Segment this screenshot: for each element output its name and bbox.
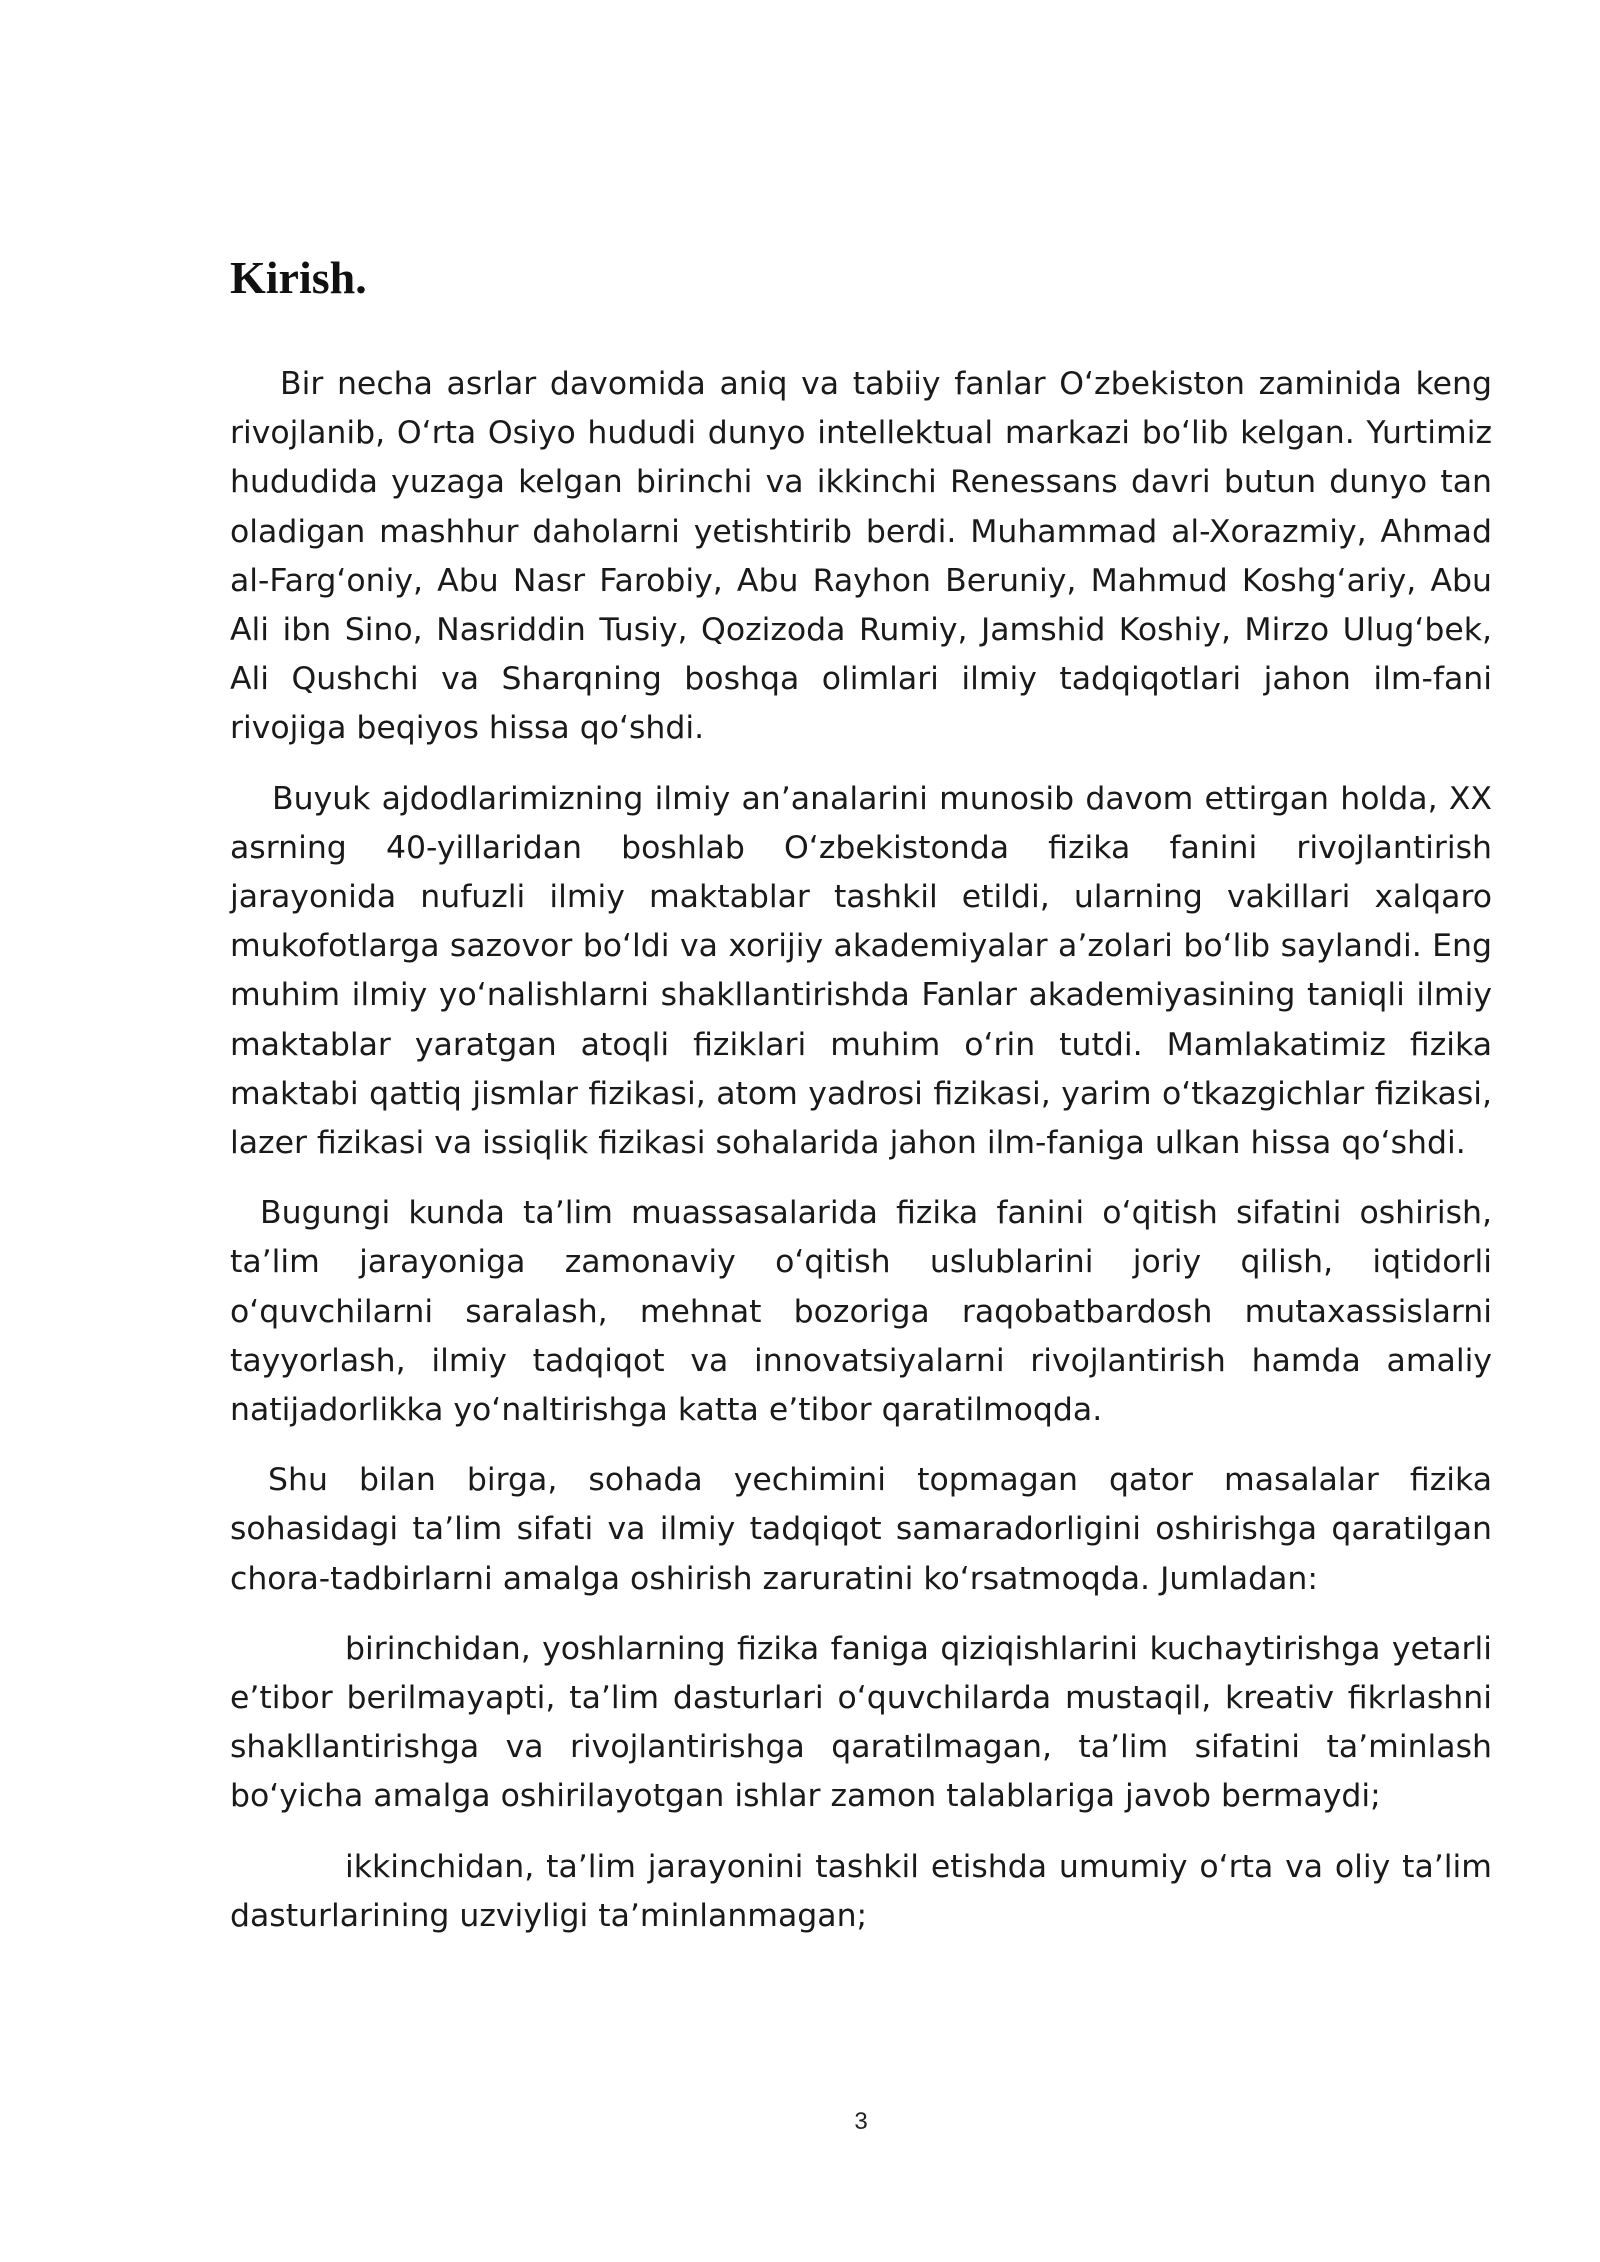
document-body bbox=[230, 360, 1492, 1962]
paragraph-today: Bugungi kunda ta’lim muassasalarida fizika fanini o‘qitish sifatini oshirish, ta’lim jarayoniga zamonaviy o‘qitish uslublarini joriy qilish, iqtidorli o‘quvchilarni saralash, mehnat bozoriga raqobatbardosh mutaxassislarni tayyorlash, ilmiy tadqiqot va innovatsiyalarni rivojlantirish hamda amaliy natijadorlikka yo‘naltirishga katta e’tibor qaratilmoqda. bbox=[230, 1195, 1492, 1429]
section-heading: Kirish. bbox=[230, 252, 367, 303]
list-item-second: ikkinchidan, ta’lim jarayonini tashkil etishda umumiy o‘rta va oliy ta’lim dasturlarining uzviyligi ta’minlanmagan; bbox=[230, 1848, 1492, 1934]
list-item-first: birinchidan, yoshlarning fizika faniga qiziqishlarini kuchaytirishga yetarli e’tibor berilmayapti, ta’lim dasturlari o‘quvchilarda mustaqil, kreativ fikrlashni shakllantirishga va rivojlantirishga qaratilmagan, ta’lim sifatini ta’minlash bo‘yicha amalga oshirilayotgan ishlar zamon talablariga javob bermaydi; bbox=[230, 1630, 1492, 1815]
paragraph-ancestors: Buyuk ajdodlarimizning ilmiy an’analarini munosib davom ettirgan holda, XX asrning 40-yillaridan boshlab O‘zbekistonda fizika fanini rivojlantirish jarayonida nufuzli ilmiy maktablar tashkil etildi, ularning vakillari xalqaro mukofotlarga sazovor bo‘ldi va xorijiy akademiyalar a’zolari bo‘lib saylandi. Eng muhim ilmiy yo‘nalishlarni shakllantirishda Fanlar akademiyasining taniqli ilmiy maktablar yaratgan atoqli fiziklari muhim o‘rin tutdi. Mamlakatimiz fizika maktabi qattiq jismlar fizikasi, atom yadrosi fizikasi, yarim o‘tkazgichlar fizikasi, lazer fizikasi va issiqlik fizikasi sohalarida jahon ilm-faniga ulkan hissa qo‘shdi. bbox=[230, 780, 1492, 1162]
paragraph-issues: Shu bilan birga, sohada yechimini topmagan qator masalalar fizika sohasidagi ta’lim sifati va ilmiy tadqiqot samaradorligini oshirishga qaratilgan chora-tadbirlarni amalga oshirish zaruratini ko‘rsatmoqda. Jumladan: bbox=[230, 1462, 1492, 1597]
page-number: 3 bbox=[854, 2108, 868, 2135]
paragraph-intro: Bir necha asrlar davomida aniq va tabiiy fanlar O‘zbekiston zaminida keng rivojlanib, O‘rta Osiyo hududi dunyo intellektual markazi bo‘lib kelgan. Yurtimiz hududida yuzaga kelgan birinchi va ikkinchi Renessans davri butun dunyo tan oladigan mashhur daholarni yetishtirib berdi. Muhammad al-Xorazmiy, Ahmad al-Farg‘oniy, Abu Nasr Farobiy, Abu Rayhon Beruniy, Mahmud Koshg‘ariy, Abu Ali ibn Sino, Nasriddin Tusiy, Qozizoda Rumiy, Jamshid Koshiy, Mirzo Ulug‘bek, Ali Qushchi va Sharqning boshqa olimlari ilmiy tadqiqotlari jahon ilm-fani rivojiga beqiyos hissa qo‘shdi. bbox=[230, 366, 1492, 747]
